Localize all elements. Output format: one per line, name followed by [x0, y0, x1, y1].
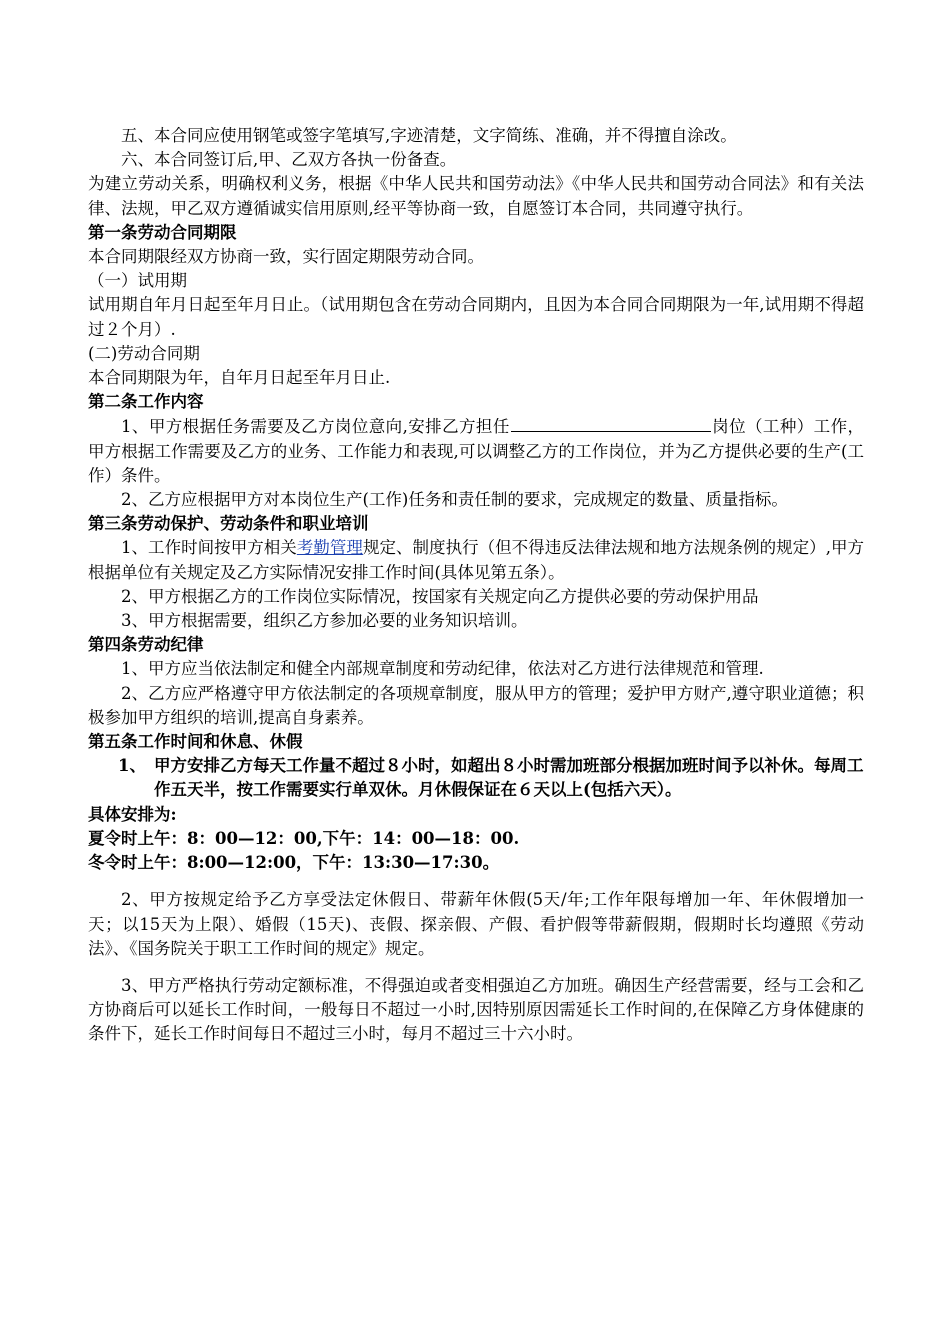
article-2-para-1	[88, 414, 864, 488]
article-3-para-2: 2、甲方根据乙方的工作岗位实际情况，按国家有关规定向乙方提供必要的劳动保护用品	[121, 586, 759, 606]
article-3-para-3: 3、甲方根据需要，组织乙方参加必要的业务知识培训。	[121, 611, 528, 631]
article-2-heading: 第二条工作内容	[88, 392, 204, 412]
article-1-sub-2: (二)劳动合同期	[88, 343, 200, 363]
intro-item-5: 五、本合同应使用钢笔或签字笔填写,字迹清楚，文字简练、准确，并不得擅自涂改。	[121, 126, 737, 145]
intro-item-6: 六、本合同签订后,甲、乙双方各执一份备查。	[121, 150, 457, 170]
article-3-para-1	[88, 536, 864, 584]
article-5-item-1-text: 甲方安排乙方每天工作量不超过８小时，如超出８小时需加班部分根据加班时间予以补休。每周工作五天半，按工作需要实行单双休。月休假保证在６天以上(包括六天）。	[154, 756, 864, 800]
article-5-item-1	[118, 754, 864, 802]
position-blank-field[interactable]	[511, 414, 711, 432]
winter-schedule: 冬令时上午：8:00—12:00，下午：13:30—17:30。	[88, 853, 500, 873]
article-5-item-1-number: 1、	[118, 756, 146, 776]
spacer	[88, 875, 864, 888]
article-4-heading: 第四条劳动纪律	[88, 635, 204, 655]
summer-schedule: 夏令时上午：8：00—12：00,下午：14：00—18：00.	[88, 828, 520, 848]
article-1-heading: 第一条劳动合同期限	[88, 222, 237, 242]
article-2-para-1-before: 1、甲方根据任务需要及乙方岗位意向,安排乙方担任	[121, 417, 510, 437]
article-3-para-1-after: 规定、制度执行（但不得违反法律法规和地方法规条例的规定）,甲方根据单位有关规定及乙方实际情况安排工作时间(具体见第五条）。	[88, 538, 865, 582]
article-2-para-1-after: 岗位（工种）工作，甲方根据工作需要及乙方的业务、工作能力和表现,可以调整乙方的工作岗位，并为乙方提供必要的生产(工作）条件。	[88, 417, 865, 485]
article-3-para-1-before: 1、工作时间按甲方相关	[121, 538, 297, 558]
spacer	[88, 961, 864, 974]
contract-page	[88, 124, 864, 1047]
attendance-management-link[interactable]: 考勤管理	[296, 538, 363, 558]
article-5-para-3: 3、甲方严格执行劳动定额标准，不得强迫或者变相强迫乙方加班。确因生产经营需要，经与工会和乙方协商后可以延长工作时间，一般每日不超过一小时,因特别原因需延长工作时间的,在保障乙方身体健康的条件下，延长工作时间每日不超过三小时，每月不超过三十六小时。	[88, 975, 864, 1044]
article-1-para-1: 本合同期限经双方协商一致，实行固定期限劳动合同。	[88, 247, 484, 267]
article-2-para-2: 2、乙方应根据甲方对本岗位生产(工作)任务和责任制的要求，完成规定的数量、质量指标。	[121, 490, 788, 510]
article-4-para-2: 2、乙方应严格遵守甲方依法制定的各项规章制度，服从甲方的管理；爱护甲方财产,遵守职业道德；积极参加甲方组织的培训,提高自身素养。	[88, 683, 864, 727]
schedule-label: 具体安排为:	[88, 804, 177, 824]
article-1-sub-1: （一）试用期	[88, 271, 187, 291]
article-1-para-2: 试用期自年月日起至年月日止。（试用期包含在劳动合同期内，且因为本合同合同期限为一年,试用期不得超过２个月）.	[88, 295, 864, 339]
article-5-heading: 第五条工作时间和休息、休假	[88, 732, 303, 752]
article-5-para-2: 2、甲方按规定给予乙方享受法定休假日、带薪年休假(5天/年;工作年限每增加一年、年休假增加一天；以15天为上限）、婚假（15天)、丧假、探亲假、产假、看护假等带薪假期，假期时长均遵照《劳动法》、《国务院关于职工工作时间的规定》规定。	[88, 890, 864, 958]
article-3-heading: 第三条劳动保护、劳动条件和职业培训	[88, 514, 369, 534]
article-4-para-1: 1、甲方应当依法制定和健全内部规章制度和劳动纪律，依法对乙方进行法律规范和管理.	[121, 659, 764, 679]
article-1-para-3: 本合同期限为年，自年月日起至年月日止.	[88, 368, 391, 388]
preamble: 为建立劳动关系，明确权利义务，根据《中华人民共和国劳动法》《中华人民共和国劳动合同法》和有关法律、法规，甲乙双方遵循诚实信用原则,经平等协商一致，自愿签订本合同，共同遵守执行。	[88, 174, 864, 218]
